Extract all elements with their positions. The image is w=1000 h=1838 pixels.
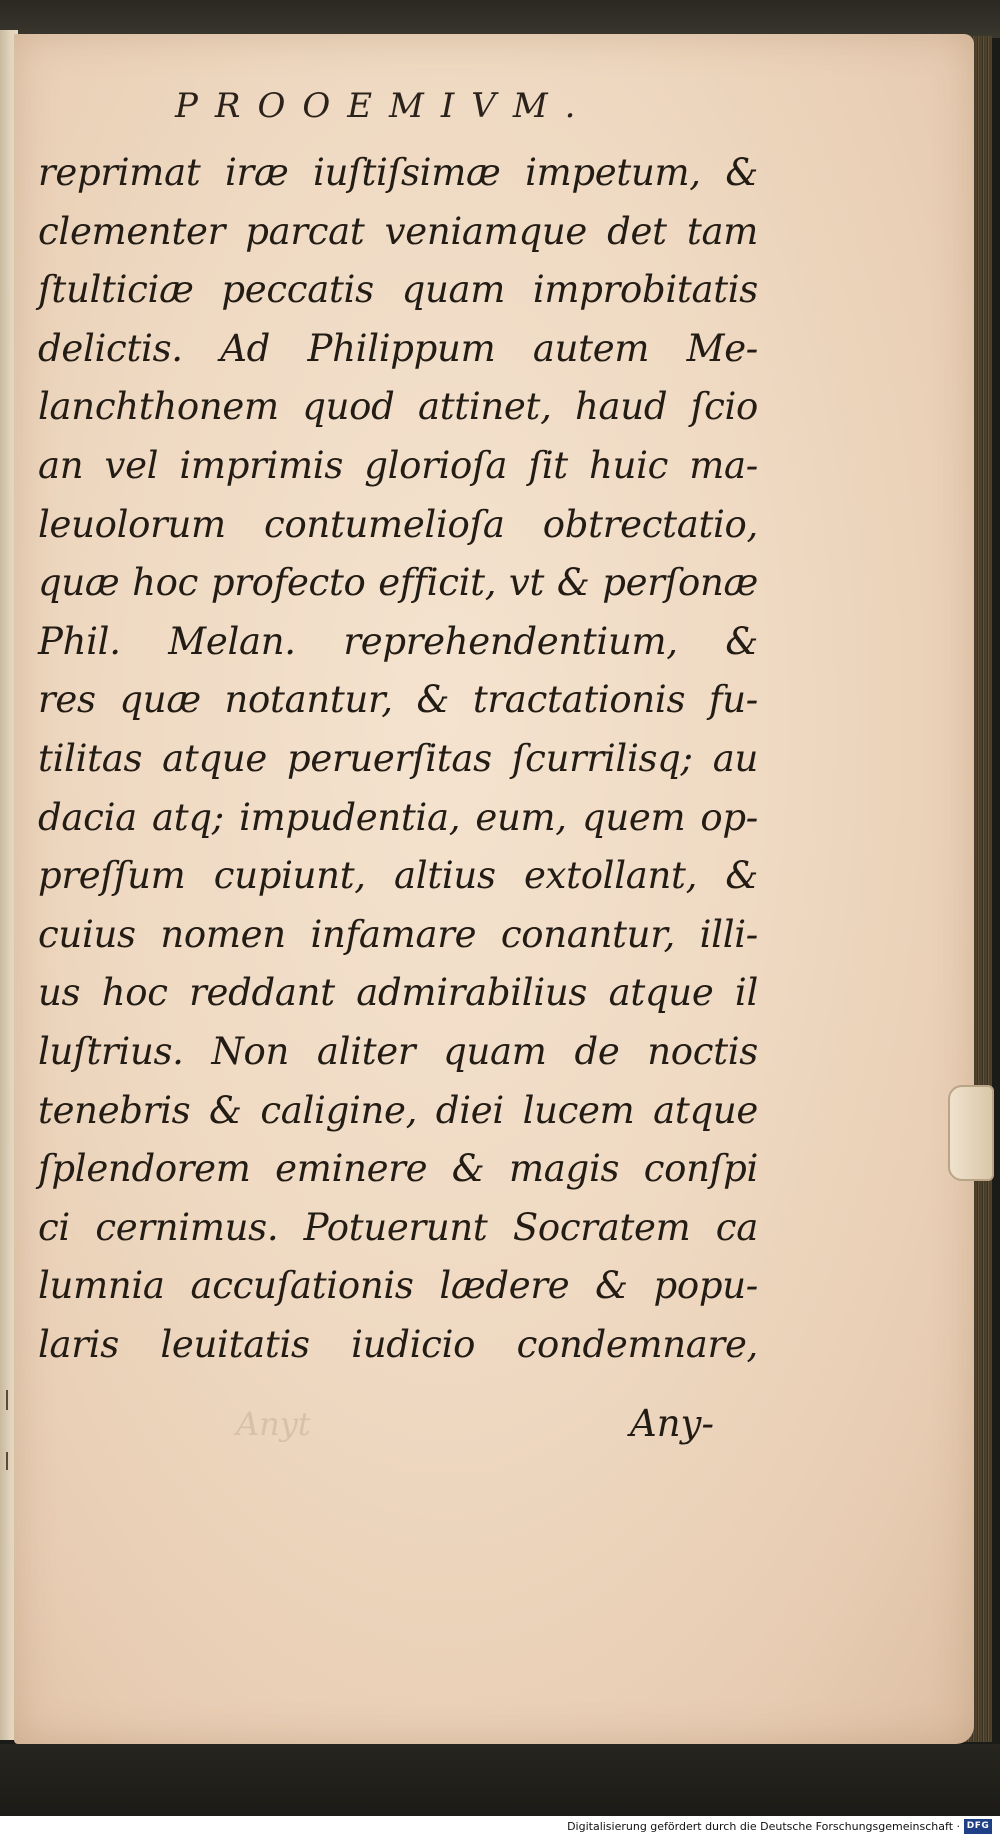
text-line: delictis. Ad Philippum autem Me- bbox=[38, 326, 758, 370]
catchword: Any- bbox=[630, 1402, 714, 1445]
running-head: PROOEMIVM. bbox=[175, 86, 593, 126]
top-dark-strip bbox=[0, 0, 1000, 38]
text-line: res quæ notantur, & tractationis fu- bbox=[38, 678, 758, 722]
bottom-dark-strip bbox=[0, 1744, 1000, 1816]
text-line: clementer parcat veniamque det tam bbox=[38, 209, 758, 253]
page-clip-tab bbox=[948, 1085, 994, 1181]
bleed-through-text: Anyt bbox=[236, 1405, 311, 1443]
text-line: us hoc reddant admirabilius atque il bbox=[38, 971, 758, 1015]
text-line: cuius nomen infamare conantur, illi- bbox=[38, 912, 758, 956]
text-line: preſſum cupiunt, altius extollant, & bbox=[38, 854, 758, 898]
text-line: luſtrius. Non aliter quam de noctis bbox=[38, 1029, 758, 1073]
text-block bbox=[38, 144, 758, 1374]
text-line: reprimat iræ iuſtiſsimæ impetum, & bbox=[38, 151, 758, 194]
text-line: ſplendorem eminere & magis conſpi bbox=[38, 1147, 758, 1191]
text-line: ci cernimus. Potuerunt Socratem ca bbox=[38, 1205, 758, 1249]
text-line: Phil. Melan. reprehendentium, & bbox=[38, 619, 758, 663]
text-line: laris leuitatis iudicio condemnare, bbox=[38, 1322, 758, 1366]
text-line: dacia atq; impudentia, eum, quem op- bbox=[38, 795, 758, 839]
footer-credit: Digitalisierung gefördert durch die Deutsche Forschungsgemeinschaft · bbox=[567, 1820, 960, 1833]
text-line: quæ hoc profecto efficit, vt & perſonæ bbox=[38, 561, 758, 605]
text-line: tenebris & caligine, diei lucem atque bbox=[38, 1088, 758, 1132]
text-line: an vel imprimis glorioſa ſit huic ma- bbox=[38, 443, 758, 487]
text-line: tilitas atque peruerſitas ſcurrilisq; au bbox=[38, 736, 758, 780]
dfg-logo: DFG bbox=[964, 1819, 992, 1834]
margin-tick bbox=[6, 1390, 8, 1410]
margin-tick bbox=[6, 1452, 8, 1470]
text-line: lanchthonem quod attinet, haud ſcio bbox=[38, 385, 758, 429]
text-line: lumnia accuſationis lædere & popu- bbox=[38, 1264, 758, 1308]
text-line: ſtulticiæ peccatis quam improbitatis bbox=[38, 268, 758, 312]
text-line: leuolorum contumelioſa obtrectatio, bbox=[38, 502, 758, 546]
